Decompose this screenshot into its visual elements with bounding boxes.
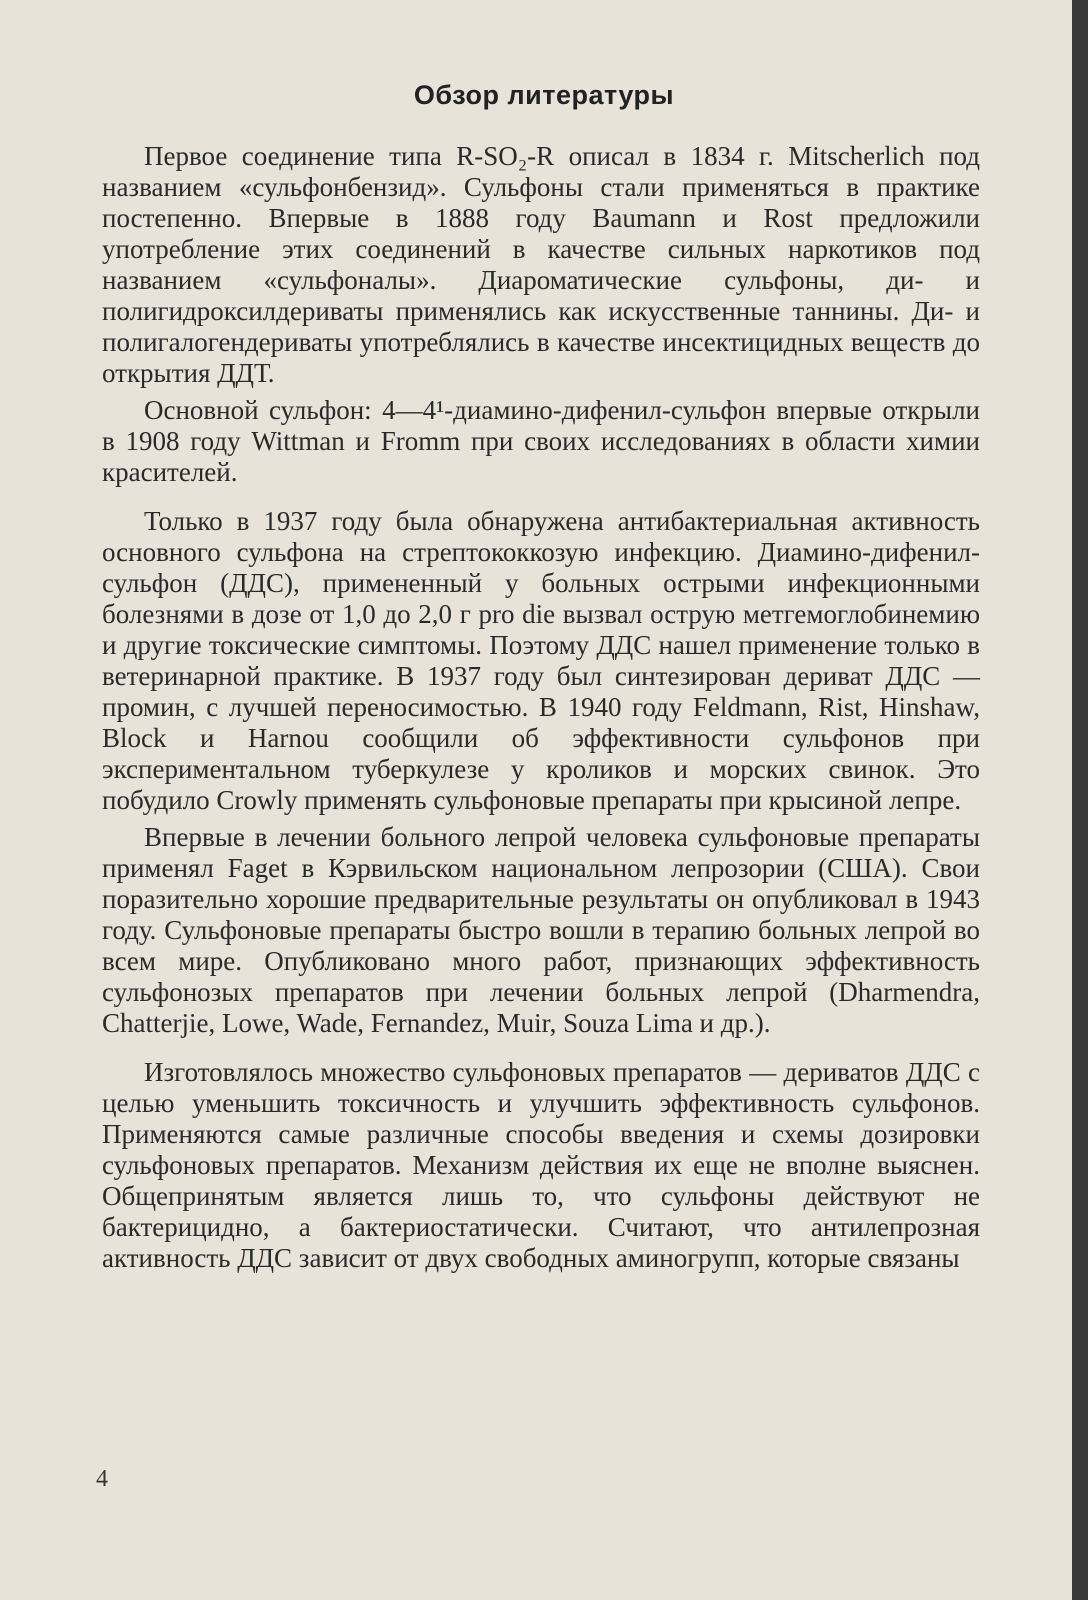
body-text [102, 141, 980, 1274]
page-number: 4 [96, 1466, 108, 1492]
paragraph: Первое соединение типа R-SO₂-R описал в 1834 г. Mitscherlich под названием «сульфонбензид». Сульфоны стали применяться в практике постепенно. Впервые в 1888 году Baumann и Rost предложили употребление этих соединений в качестве сильных наркотиков под названием «сульфоналы». Диароматические сульфоны, ди- и полигидроксилдериваты применялись как искусственные таннины. Ди- и полигалогендериваты употреблялись в качестве инсектицидных веществ до открытия ДДТ. [102, 141, 980, 388]
section-heading: Обзор литературы [413, 80, 675, 110]
paragraph: Изготовлялось множество сульфоновых препаратов — дериватов ДДС с целью уменьшить токсичность и улучшить эффективность сульфонов. Применяются самые различные способы введения и схемы дозировки сульфоновых препаратов. Механизм действия их еще не вполне выяснен. Общепринятым является лишь то, что сульфоны действуют не бактерицидно, а бактериостатически. Считают, что антилепрозная активность ДДС зависит от двух свободных аминогрупп, которые связаны [102, 1057, 980, 1273]
paragraph: Впервые в лечении больного лепрой человека сульфоновые препараты применял Faget в Кэрвильском национальном лепрозории (США). Свои поразительно хорошие предварительные результаты он опубликовал в 1943 году. Сульфоновые препараты быстро вошли в терапию больных лепрой во всем мире. Опубликовано много работ, признающих эффективность сульфонозых препаратов при лечении больных лепрой (Dharmendra, Chatterjie, Lowe, Wade, Fernandez, Muir, Souza Lima и др.). [102, 822, 980, 1038]
paragraph: Только в 1937 году была обнаружена антибактериальная активность основного сульфона на стрептококкозую инфекцию. Диамино-дифенил-сульфон (ДДС), примененный у больных острыми инфекционными болезнями в дозе от 1,0 до 2,0 г pro die вызвал острую метгемоглобинемию и другие токсические симптомы. Поэтому ДДС нашел применение только в ветеринарной практике. В 1937 году был синтезирован дериват ДДС — промин, с лучшей переносимостью. В 1940 году Feldmann, Rist, Hinshaw, Block и Harnou сообщили об эффективности сульфонов при экспериментальном туберкулезе у кроликов и морских свинок. Это побудило Crowly применять сульфоновые препараты при крысиной лепре. [102, 506, 980, 815]
paragraph: Основной сульфон: 4—4¹-диамино-дифенил-сульфон впервые открыли в 1908 году Wittman и Fromm при своих исследованиях в области химии красителей. [102, 395, 980, 487]
